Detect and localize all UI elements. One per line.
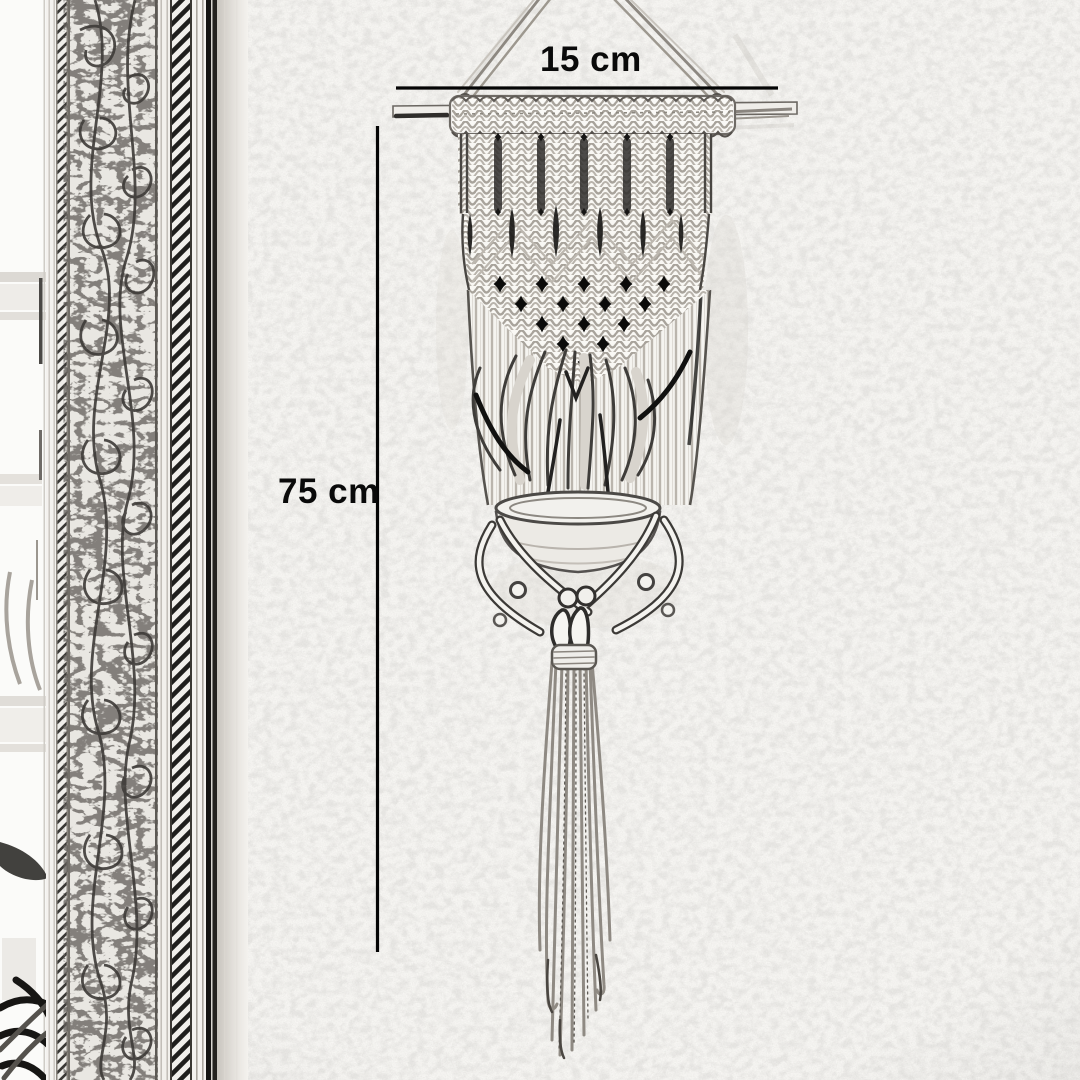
frame-rope-strip-inner: [56, 0, 68, 1080]
height-dimension-label: 75 cm: [278, 472, 380, 511]
macrame-knot-columns: [458, 132, 712, 214]
frame-outer-edge: [206, 0, 248, 1080]
macrame-top-band: [450, 96, 735, 137]
ornate-frame-illustration: [0, 0, 248, 1080]
frame-carved-band: [68, 0, 158, 1080]
width-dimension-label: 15 cm: [540, 40, 642, 79]
frame-rope-strip-outer: [170, 0, 192, 1080]
